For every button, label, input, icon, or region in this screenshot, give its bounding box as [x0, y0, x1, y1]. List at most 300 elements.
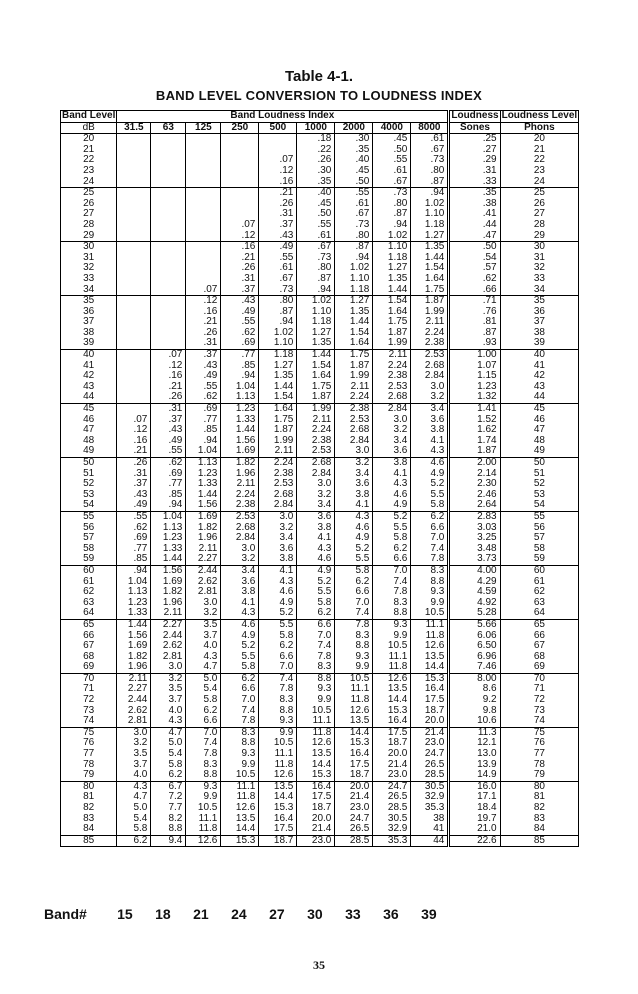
index-cell: 1.69 — [117, 641, 151, 652]
index-cell: 1.33 — [151, 544, 186, 555]
db-cell: 71 — [61, 684, 117, 695]
index-cell: 2.11 — [335, 382, 373, 393]
index-cell: 2.53 — [411, 350, 449, 361]
index-cell: 1.02 — [335, 263, 373, 274]
table-row — [61, 554, 579, 565]
db-cell: 20 — [61, 134, 117, 145]
sones-cell: .33 — [449, 177, 500, 188]
index-cell: .69 — [117, 533, 151, 544]
freq-header: 1000 — [297, 122, 335, 134]
index-cell: 13.5 — [221, 814, 259, 825]
sones-cell: 4.59 — [449, 587, 500, 598]
index-cell: 28.5 — [373, 803, 411, 814]
index-cell — [151, 134, 186, 145]
sones-cell: 1.41 — [449, 404, 500, 415]
index-cell: 11.1 — [373, 652, 411, 663]
index-cell: 1.54 — [335, 328, 373, 339]
phons-cell: 29 — [500, 231, 579, 242]
phons-cell: 55 — [533, 510, 545, 522]
index-cell: 3.6 — [259, 544, 297, 555]
index-cell: .26 — [117, 458, 151, 469]
index-cell: 5.5 — [335, 554, 373, 565]
phons-cell: 37 — [533, 316, 545, 328]
db-cell: 34 — [61, 285, 117, 296]
index-cell: 5.8 — [117, 824, 151, 835]
index-cell: 11.8 — [221, 792, 259, 803]
index-cell: 1.02 — [297, 296, 335, 307]
sones-cell: 3.03 — [449, 523, 500, 534]
freq-header: 500 — [259, 122, 297, 134]
phons-cell: 64 — [500, 608, 579, 619]
index-cell: 2.27 — [117, 684, 151, 695]
index-cell: .45 — [297, 199, 335, 210]
index-cell: 2.53 — [373, 382, 411, 393]
index-cell: 4.9 — [335, 533, 373, 544]
index-cell: 7.4 — [373, 577, 411, 588]
index-cell — [117, 371, 151, 382]
index-cell: 5.8 — [411, 500, 449, 511]
index-cell: 2.53 — [335, 415, 373, 426]
index-cell: 11.1 — [297, 716, 335, 727]
db-cell: 66 — [61, 631, 117, 642]
index-cell — [186, 199, 221, 210]
index-cell — [151, 145, 186, 156]
index-cell — [151, 166, 186, 177]
sones-cell: 1.23 — [449, 382, 500, 393]
phons-cell: 30 — [533, 241, 545, 253]
index-cell — [117, 307, 151, 318]
sones-cell: .25 — [449, 134, 500, 145]
index-cell: 15.3 — [221, 835, 259, 847]
index-cell: 1.33 — [186, 479, 221, 490]
sones-cell: .54 — [449, 253, 500, 264]
db-cell: 57 — [61, 533, 117, 544]
index-cell: 4.6 — [297, 554, 335, 565]
index-cell: 2.81 — [151, 652, 186, 663]
index-cell — [117, 338, 151, 349]
db-cell: 61 — [61, 577, 117, 588]
index-cell: 7.8 — [373, 587, 411, 598]
sones-cell: 13.9 — [449, 760, 500, 771]
index-cell: 2.38 — [373, 371, 411, 382]
phons-header: Phons — [500, 122, 579, 134]
index-cell: 1.82 — [151, 587, 186, 598]
index-cell: 1.18 — [373, 253, 411, 264]
index-cell: 2.24 — [259, 458, 297, 469]
band-number-label: Band# — [44, 906, 87, 922]
index-cell: 7.8 — [297, 652, 335, 663]
db-cell: 58 — [61, 544, 117, 555]
db-cell: 74 — [61, 716, 117, 727]
index-cell — [117, 361, 151, 372]
db-cell: 67 — [61, 641, 117, 652]
index-cell: 2.81 — [186, 587, 221, 598]
index-cell: 1.82 — [186, 523, 221, 534]
phons-cell: 57 — [533, 532, 545, 544]
db-cell: 82 — [61, 803, 117, 814]
index-cell: 1.99 — [411, 307, 449, 318]
index-cell — [117, 285, 151, 296]
sones-cell: 10.6 — [449, 716, 500, 727]
db-cell: 65 — [61, 619, 117, 630]
index-cell: 4.3 — [151, 716, 186, 727]
phons-cell: 47 — [533, 424, 545, 436]
index-cell: 6.6 — [186, 716, 221, 727]
table-row — [61, 166, 579, 177]
index-cell: .31 — [186, 338, 221, 349]
index-cell: 9.3 — [297, 684, 335, 695]
index-cell: 3.4 — [373, 436, 411, 447]
index-cell: 1.69 — [221, 446, 259, 457]
index-cell: .21 — [186, 317, 221, 328]
index-cell: .67 — [335, 209, 373, 220]
index-cell — [221, 166, 259, 177]
index-cell: 5.5 — [373, 523, 411, 534]
table-row — [61, 458, 579, 469]
loudness-header: Loudness — [449, 111, 500, 123]
index-cell: 2.27 — [186, 554, 221, 565]
index-cell: 3.0 — [373, 415, 411, 426]
band-loudness-index-header: Band Loudness Index — [117, 111, 449, 123]
index-cell — [186, 134, 221, 145]
band-number: 39 — [421, 906, 437, 922]
index-cell: 2.11 — [117, 673, 151, 684]
index-cell: .16 — [259, 177, 297, 188]
index-cell: 35.3 — [411, 803, 449, 814]
phons-cell: 74 — [500, 716, 579, 727]
table-body — [61, 134, 579, 847]
index-cell: 4.3 — [221, 608, 259, 619]
index-cell: 15.3 — [335, 738, 373, 749]
index-cell: 10.5 — [373, 641, 411, 652]
index-cell: .94 — [259, 317, 297, 328]
sones-cell: .44 — [449, 220, 500, 231]
db-cell: 37 — [61, 317, 117, 328]
sones-cell: 1.32 — [449, 392, 500, 403]
index-cell: 10.5 — [411, 608, 449, 619]
index-cell: 5.5 — [297, 587, 335, 598]
index-cell: 3.0 — [411, 382, 449, 393]
index-cell: 1.10 — [411, 209, 449, 220]
index-cell: .37 — [186, 350, 221, 361]
index-cell: .45 — [373, 134, 411, 145]
index-cell: .61 — [411, 134, 449, 145]
index-cell: 1.54 — [411, 263, 449, 274]
index-cell: .94 — [221, 371, 259, 382]
index-cell: 4.6 — [411, 458, 449, 469]
index-cell: .22 — [297, 145, 335, 156]
index-cell: .45 — [335, 166, 373, 177]
index-cell — [151, 242, 186, 253]
index-cell: 1.10 — [297, 307, 335, 318]
index-cell: .73 — [259, 285, 297, 296]
index-cell — [151, 328, 186, 339]
db-cell: 62 — [61, 587, 117, 598]
index-cell: .94 — [186, 436, 221, 447]
index-cell: 1.18 — [259, 350, 297, 361]
index-cell: .07 — [221, 220, 259, 231]
index-cell: 17.5 — [259, 824, 297, 835]
index-cell: 9.9 — [297, 695, 335, 706]
index-cell — [151, 220, 186, 231]
index-cell: .85 — [221, 361, 259, 372]
index-cell: 9.3 — [259, 716, 297, 727]
sones-cell: 1.07 — [449, 361, 500, 372]
index-cell: .07 — [117, 415, 151, 426]
band-number: 30 — [307, 906, 323, 922]
index-cell — [117, 317, 151, 328]
index-cell: .77 — [117, 544, 151, 555]
sones-cell: 12.1 — [449, 738, 500, 749]
index-cell: 3.0 — [259, 511, 297, 522]
sones-cell: 18.4 — [449, 803, 500, 814]
index-cell: 8.8 — [151, 824, 186, 835]
db-cell: 40 — [61, 350, 117, 361]
index-cell: 2.24 — [335, 392, 373, 403]
index-cell: 3.6 — [411, 415, 449, 426]
index-cell: 17.5 — [411, 695, 449, 706]
phons-cell: 75 — [533, 726, 545, 738]
index-cell: 12.6 — [297, 738, 335, 749]
index-cell: .26 — [297, 155, 335, 166]
index-cell — [186, 177, 221, 188]
index-cell: 10.5 — [335, 673, 373, 684]
index-cell: 6.2 — [186, 706, 221, 717]
index-cell: 1.44 — [259, 382, 297, 393]
index-cell: .16 — [151, 371, 186, 382]
index-cell: .80 — [335, 231, 373, 242]
index-cell — [117, 263, 151, 274]
index-cell: 5.8 — [297, 598, 335, 609]
sones-cell: 1.00 — [449, 350, 500, 361]
index-cell: 1.13 — [117, 587, 151, 598]
index-cell: .69 — [151, 469, 186, 480]
sones-cell: 3.48 — [449, 544, 500, 555]
phons-cell: 84 — [500, 824, 579, 835]
sones-cell: .38 — [449, 199, 500, 210]
phons-cell: 81 — [533, 791, 545, 803]
index-cell — [186, 274, 221, 285]
band-number: 15 — [117, 906, 133, 922]
sones-cell: .71 — [449, 296, 500, 307]
index-cell: 1.69 — [151, 577, 186, 588]
index-cell: 1.96 — [117, 662, 151, 673]
index-cell: 4.0 — [117, 770, 151, 781]
phons-cell: 60 — [533, 564, 545, 576]
index-cell — [117, 209, 151, 220]
phons-cell: 44 — [500, 392, 579, 403]
index-cell: 12.6 — [373, 673, 411, 684]
db-cell: 28 — [61, 220, 117, 231]
index-cell — [117, 134, 151, 145]
band-number: 21 — [193, 906, 209, 922]
index-cell: 9.3 — [373, 619, 411, 630]
phons-cell: 68 — [533, 650, 545, 662]
index-cell: 18.7 — [335, 770, 373, 781]
index-cell: .80 — [297, 263, 335, 274]
index-cell: 1.04 — [221, 382, 259, 393]
index-cell: 12.6 — [411, 641, 449, 652]
index-cell: .62 — [117, 523, 151, 534]
db-cell: 33 — [61, 274, 117, 285]
index-cell: 4.1 — [259, 565, 297, 576]
table-row — [61, 716, 579, 727]
sones-cell: 1.52 — [449, 415, 500, 426]
index-cell: 3.2 — [221, 554, 259, 565]
index-cell: 2.44 — [186, 565, 221, 576]
db-cell: 79 — [61, 770, 117, 781]
index-cell: 1.75 — [259, 415, 297, 426]
index-cell: 38 — [411, 814, 449, 825]
index-cell: 10.5 — [259, 738, 297, 749]
index-cell: 11.1 — [259, 749, 297, 760]
index-cell: 21.4 — [373, 760, 411, 771]
index-cell: 1.87 — [259, 425, 297, 436]
index-cell: 1.23 — [117, 598, 151, 609]
index-cell: .61 — [373, 166, 411, 177]
index-cell: 30.5 — [411, 781, 449, 792]
index-cell: 5.8 — [186, 695, 221, 706]
index-cell: 3.6 — [221, 577, 259, 588]
index-cell — [117, 199, 151, 210]
index-cell — [117, 392, 151, 403]
index-cell: .07 — [259, 155, 297, 166]
sones-cell: 17.1 — [449, 792, 500, 803]
table-row — [61, 662, 579, 673]
phons-cell: 85 — [533, 834, 545, 846]
table-row — [61, 770, 579, 781]
index-cell: 13.5 — [411, 652, 449, 663]
table-row — [61, 231, 579, 242]
phons-cell: 67 — [533, 640, 545, 652]
index-cell: 1.75 — [411, 285, 449, 296]
sones-cell: 6.96 — [449, 652, 500, 663]
index-cell — [221, 145, 259, 156]
index-cell: .12 — [186, 296, 221, 307]
index-cell: 1.69 — [186, 511, 221, 522]
phons-cell: 72 — [533, 694, 545, 706]
phons-cell: 21 — [533, 143, 545, 155]
index-cell: .85 — [151, 490, 186, 501]
sones-cell: .31 — [449, 166, 500, 177]
index-cell: 2.44 — [117, 695, 151, 706]
index-cell: 3.2 — [411, 392, 449, 403]
sones-cell: 3.73 — [449, 554, 500, 565]
index-cell: 26.5 — [373, 792, 411, 803]
phons-cell: 46 — [533, 413, 545, 425]
db-cell: 50 — [61, 458, 117, 469]
index-cell: 4.9 — [297, 565, 335, 576]
sones-cell: 4.00 — [449, 565, 500, 576]
phons-cell: 26 — [533, 197, 545, 209]
index-cell: .69 — [186, 404, 221, 415]
index-cell: .55 — [186, 382, 221, 393]
sones-cell: .41 — [449, 209, 500, 220]
index-cell: 6.6 — [335, 587, 373, 598]
index-cell — [117, 231, 151, 242]
index-cell: 4.7 — [151, 727, 186, 738]
index-cell — [151, 274, 186, 285]
index-cell: 9.3 — [335, 652, 373, 663]
index-cell — [117, 404, 151, 415]
db-cell: 78 — [61, 760, 117, 771]
phons-cell: 50 — [533, 457, 545, 468]
phons-cell: 36 — [533, 305, 545, 317]
index-cell: 3.7 — [151, 695, 186, 706]
index-cell: 11.8 — [411, 631, 449, 642]
index-cell: .77 — [186, 415, 221, 426]
index-cell: 1.64 — [335, 338, 373, 349]
index-cell: 4.9 — [411, 469, 449, 480]
index-cell: 3.2 — [259, 523, 297, 534]
index-cell: .12 — [151, 361, 186, 372]
index-cell: 1.64 — [297, 371, 335, 382]
conversion-table — [60, 110, 579, 847]
db-cell: 72 — [61, 695, 117, 706]
index-cell: 1.18 — [335, 285, 373, 296]
index-cell: 5.2 — [411, 479, 449, 490]
sones-cell: 2.83 — [449, 511, 500, 522]
index-cell: 1.33 — [117, 608, 151, 619]
index-cell: 3.7 — [186, 631, 221, 642]
db-cell: 81 — [61, 792, 117, 803]
index-cell: 26.5 — [411, 760, 449, 771]
index-cell: 6.2 — [259, 641, 297, 652]
phons-cell: 79 — [500, 770, 579, 781]
table-row — [61, 220, 579, 231]
index-cell — [117, 155, 151, 166]
index-cell: .40 — [297, 188, 335, 199]
index-cell — [151, 307, 186, 318]
db-cell: 68 — [61, 652, 117, 663]
index-cell: 6.2 — [297, 608, 335, 619]
index-cell: 1.87 — [335, 361, 373, 372]
sones-cell: 21.0 — [449, 824, 500, 835]
index-cell: 2.11 — [259, 446, 297, 457]
db-cell: 29 — [61, 231, 117, 242]
index-cell: 1.10 — [335, 274, 373, 285]
index-cell: .43 — [221, 296, 259, 307]
index-cell: 6.6 — [411, 523, 449, 534]
index-cell: 5.0 — [117, 803, 151, 814]
phons-cell: 25 — [533, 187, 545, 199]
db-cell: 44 — [61, 392, 117, 403]
index-cell: .55 — [117, 511, 151, 522]
index-cell: 28.5 — [335, 835, 373, 847]
index-cell: 2.81 — [117, 716, 151, 727]
index-cell: 4.9 — [259, 598, 297, 609]
index-cell — [151, 253, 186, 264]
index-cell: 23.0 — [335, 803, 373, 814]
index-cell: 1.02 — [259, 328, 297, 339]
index-cell: .94 — [411, 188, 449, 199]
index-cell: 3.0 — [297, 479, 335, 490]
band-number: 36 — [383, 906, 399, 922]
index-cell: 6.6 — [373, 554, 411, 565]
db-cell: 75 — [61, 727, 117, 738]
index-cell: .94 — [335, 253, 373, 264]
index-cell: 4.6 — [335, 523, 373, 534]
phons-cell: 22 — [533, 154, 545, 166]
sones-cell: 9.2 — [449, 695, 500, 706]
index-cell: 11.1 — [411, 619, 449, 630]
index-cell: 17.5 — [297, 792, 335, 803]
index-cell: .87 — [297, 274, 335, 285]
table-row — [61, 274, 579, 285]
index-cell: 1.44 — [411, 253, 449, 264]
index-cell: .30 — [297, 166, 335, 177]
db-cell: 83 — [61, 814, 117, 825]
